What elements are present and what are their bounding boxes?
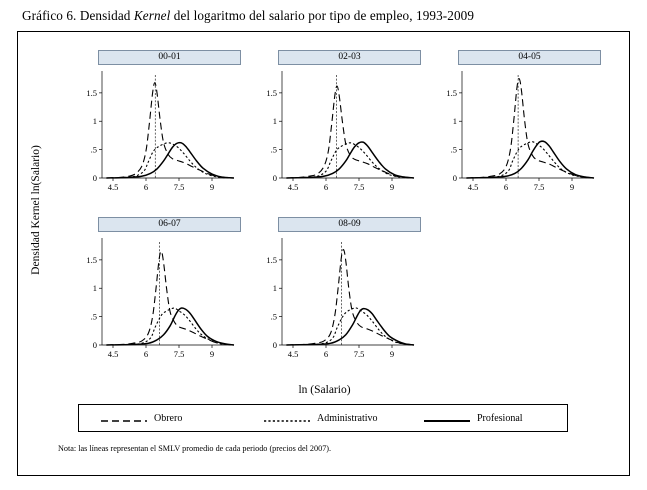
figure-title-suffix: del logaritmo del salario por tipo de empleo, 1993-2009	[170, 8, 475, 23]
x-tick-label: 9	[209, 182, 215, 192]
x-tick-label: 9	[389, 349, 395, 359]
y-tick-label: 1.5	[446, 87, 457, 98]
panel-04-05	[436, 50, 602, 200]
legend-item-profesional	[424, 405, 523, 431]
y-tick-label: .5	[450, 144, 457, 155]
x-tick-label: 9	[209, 349, 215, 359]
density-curve-profesional	[286, 309, 414, 345]
panel-plot-area	[76, 65, 242, 200]
x-axis-title: ln (Salario)	[298, 384, 351, 396]
y-tick-label: 1	[92, 283, 97, 294]
chart-legend	[78, 404, 568, 432]
y-tick-label: 1.5	[86, 254, 97, 265]
panel-header-label: 08-09	[278, 217, 421, 232]
density-curve-administrativo	[106, 143, 234, 178]
density-curve-obrero	[286, 250, 414, 345]
legend-swatch-icon	[424, 413, 470, 423]
density-curve-administrativo	[466, 142, 594, 178]
x-tick-label: 6	[323, 349, 329, 359]
legend-label: Obrero	[154, 412, 183, 424]
legend-swatch-icon	[101, 413, 147, 423]
figure-title-italic: Kernel	[133, 8, 171, 23]
x-tick-label: 6	[503, 182, 509, 192]
panel-plot-area	[76, 232, 242, 367]
panel-plot-area	[436, 65, 602, 200]
y-tick-label: 0	[92, 340, 97, 350]
density-curve-profesional	[286, 142, 414, 178]
legend-swatch-icon	[264, 413, 310, 423]
x-tick-label: 4.5	[107, 349, 119, 359]
x-tick-label: 6	[143, 182, 149, 192]
figure-note: Nota: las líneas representan el SMLV promedio de cada periodo (precios del 2007).	[58, 444, 332, 453]
panel-plot-area	[256, 232, 422, 367]
x-tick-label: 7.5	[173, 349, 185, 359]
legend-item-administrativo	[264, 405, 378, 431]
density-curve-obrero	[466, 79, 594, 178]
x-tick-label: 7.5	[533, 182, 545, 192]
y-tick-label: 0	[272, 173, 277, 183]
x-tick-label: 4.5	[287, 349, 299, 359]
y-tick-label: 0	[92, 173, 97, 183]
panel-00-01	[76, 50, 242, 200]
density-curve-obrero	[286, 86, 414, 178]
x-tick-label: 9	[569, 182, 575, 192]
y-tick-label: .5	[90, 144, 97, 155]
x-tick-label: 6	[323, 182, 329, 192]
density-curve-administrativo	[286, 143, 414, 178]
y-tick-label: 1	[452, 116, 457, 127]
panel-06-07	[76, 217, 242, 367]
figure-title-prefix: Gráfico 6. Densidad	[22, 8, 134, 23]
density-curve-profesional	[466, 141, 594, 178]
legend-item-obrero	[101, 405, 182, 431]
panel-header-label: 06-07	[98, 217, 241, 232]
density-curve-obrero	[106, 251, 234, 345]
x-tick-label: 4.5	[467, 182, 479, 192]
y-tick-label: 1.5	[86, 87, 97, 98]
x-tick-label: 6	[143, 349, 149, 359]
figure-title	[22, 8, 632, 24]
y-tick-label: 1.5	[266, 87, 277, 98]
panel-header-label: 00-01	[98, 50, 241, 65]
x-tick-label: 7.5	[353, 349, 365, 359]
y-tick-label: .5	[270, 144, 277, 155]
legend-label: Administrativo	[317, 412, 378, 424]
y-tick-label: 1	[92, 116, 97, 127]
density-curve-profesional	[106, 143, 234, 178]
x-tick-label: 7.5	[173, 182, 185, 192]
panel-02-03	[256, 50, 422, 200]
density-curve-obrero	[106, 83, 234, 178]
x-tick-label: 7.5	[353, 182, 365, 192]
y-axis-title: Densidad Kernel ln(Salario)	[30, 145, 42, 275]
panel-header-label: 02-03	[278, 50, 421, 65]
panel-plot-area	[256, 65, 422, 200]
x-tick-label: 4.5	[107, 182, 119, 192]
x-tick-label: 9	[389, 182, 395, 192]
y-tick-label: 0	[452, 173, 457, 183]
y-tick-label: .5	[90, 311, 97, 322]
y-tick-label: 1	[272, 116, 277, 127]
panel-08-09	[256, 217, 422, 367]
y-tick-label: 0	[272, 340, 277, 350]
y-tick-label: 1.5	[266, 254, 277, 265]
legend-label: Profesional	[477, 412, 523, 424]
x-tick-label: 4.5	[287, 182, 299, 192]
chart-frame	[17, 31, 630, 476]
panel-header-label: 04-05	[458, 50, 601, 65]
y-tick-label: .5	[270, 311, 277, 322]
y-tick-label: 1	[272, 283, 277, 294]
